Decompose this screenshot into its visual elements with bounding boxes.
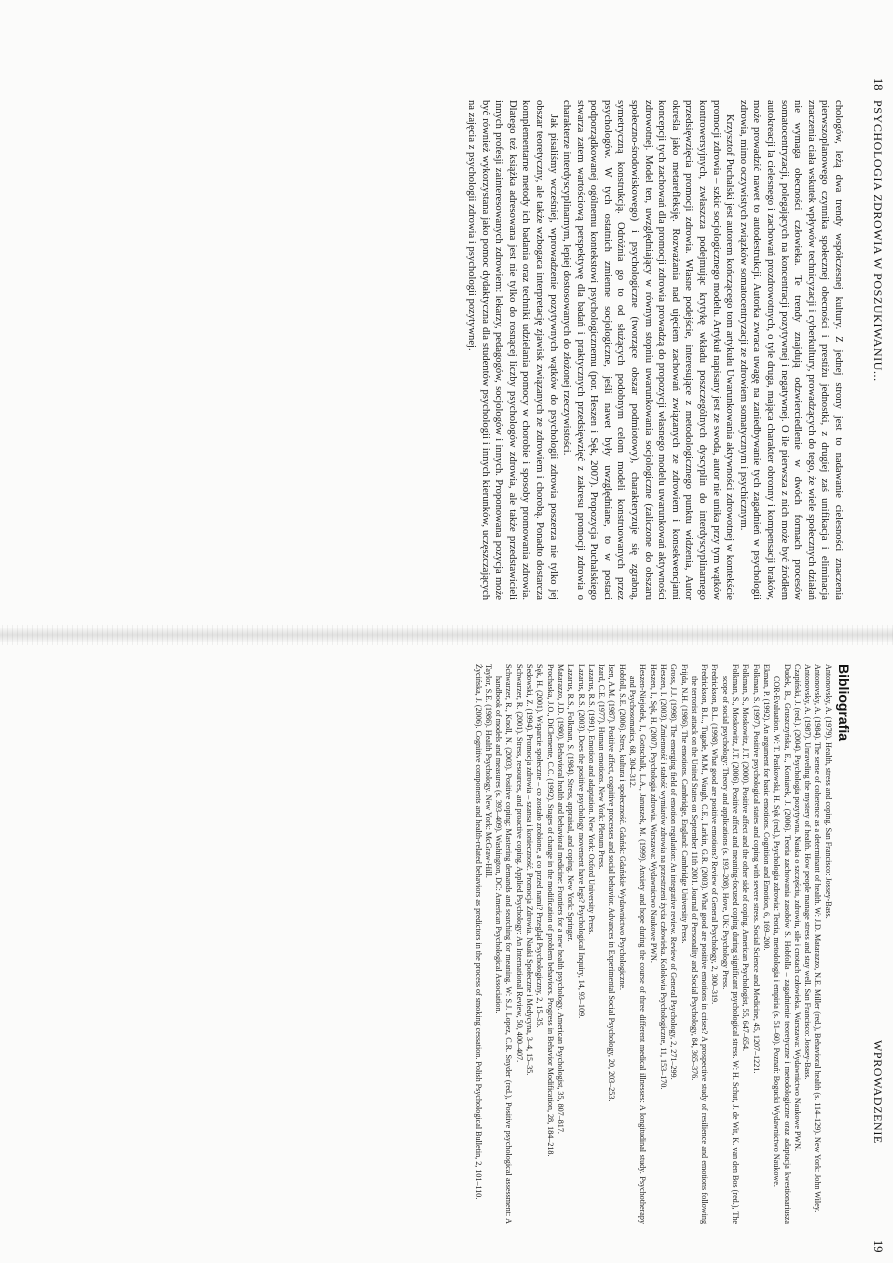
reference-entry: Heszen-Niejodek, I., Gottschalk, L.A., Januszek, M. (1999). Anxiety and hope during the course of three different medical illnesses: A longitudinal study. Psychotherapy and Psychosomatics, 68, 304–312.: [628, 664, 648, 1224]
reference-entry: Frijda, N.H. (1986). The emotions. Cambridge, England: Cambridge University Press.: [679, 664, 689, 944]
reference-entry: Czapiński, J. (red.). (2004). Psychologia pozytywna. Nauka o szczęściu, zdrowiu, sile i cnotach człowieka. Warszawa: Wydawnictwo Naukowe PWN.: [792, 664, 802, 1151]
reference-entry: Folkman, S., Moskowitz, J.T. (2006). Positive affect and meaning-focused coping during significant psychological stress. W: H. Schut, J. de Wit, K. van den Bos (red.), The scope of social psychology: Theory and applications (s. 193–208). Hove, UK: Psychology Press.: [720, 664, 741, 1224]
body-text: [464, 100, 845, 600]
reference-entry: Fredrickson, B.L. (1998). What good are positive emotions? Review of General Psychology, 2, 300–319.: [710, 664, 720, 1005]
reference-entry: Lazarus, R.S. (2003). Does the positive psychology movement have legs? Psychological Inquiry, 14, 93–109.: [576, 664, 586, 1019]
reference-entry: Ekman, P. (1992). An argument for basic emotions. Cognition and Emotion, 6, 169–200.: [761, 664, 771, 951]
reference-entry: Antonovsky, A. (1979). Health, stress and coping. San Francisco: Jossey-Bass.: [823, 664, 833, 919]
reference-entry: Sęk, H. (2001). Wsparcie społeczne – co zostało zrobione, a co przed nami? Przegląd Psychologiczny, 2, 15–35.: [535, 664, 545, 1028]
running-head-right: WPROWADZENIE: [871, 1040, 885, 1144]
reference-entry: Heszen, I., Sęk, H. (2007). Psychologia zdrowia. Warszawa: Wydawnictwo Naukowe PWN.: [648, 664, 658, 963]
reference-entry: Antonovsky, A. (1984). The sense of coherence as a determinant of health. W: J.D. Matarazzo, N.E. Miller (red.), Behavioral health (s. 114–129). New York: John Wiley.: [813, 664, 823, 1213]
section-title: Bibliografia: [836, 664, 852, 742]
reference-entry: Heszen, I. (2003). Zmienność i stałość wymiarów zdrowia na przestrzeni życia człowieka. Kolokwia Psychologiczne, 11, 153–170.: [658, 664, 668, 1090]
reference-entry: Izard, C.E. (1977). Human emotions. New York: Plenum Press.: [597, 664, 607, 870]
paragraph: chologów, leżą dwa trendy współczesnej kultury. Z jednej strony jest to nadawanie cielesności znaczenia pierwszoplanowego czynnika społecznej obecności i prestiżu jednostki, z drugiej zaś unifikacja i eliminacja znaczenia ciała wskutek wpływów technicyzacji i cyberkultury, prowadzących do tego, że wiele społecznych działań nie wymaga obecności człowieka. Te trendy znajdują odzwierciedlenie w dwóch formach procesów somatocentryzacji, polegających na koncentracji pozytywnej i negatywnej. O ile pierwsza z nich może być źródłem autokreacji la cielesnego i zachowań prozdrowotnych, o tyle druga, mająca charakter obronny i kompensacji braków, może prowadzić nawet to autodestrukcji. Autorka zwraca uwagę na zaniedbywanie tych zagadnień w psychologii zdrowia, mimo oczywistych związków somatocentryzacji ze zdrowiem somatycznym i psychicznym.: [737, 100, 844, 600]
reference-entry: Schwarzer, R. (2001). Stress, resources, and proactive coping. Applied Psychology: An International Review, 50, 400–407.: [514, 664, 524, 1063]
reference-entry: Hobfoll, S.E. (2006). Stres, kultura i społeczność. Gdańsk: Gdańskie Wydawnictwo Psychologiczne.: [617, 664, 627, 990]
reference-entry: Folkman, S. (1997). Positive psychological states and coping with severe stress. Social Science and Medicine, 45, 1207–1221.: [751, 664, 761, 1074]
reference-entry: Taylor, S.E. (1986). Health Psychology. New York: McGraw-Hill.: [483, 664, 493, 878]
page-number-left: 18: [871, 78, 885, 91]
reference-entry: Dudek, B., Gruszczyńska, E., Koniarek, J. (2006). Teoria zachowania zasobów S. Hobfolla – zagadnienie teoretyczne i metodologiczne oraz adaptacja kwestionariusza COR-Evaluation. W: T. Pasikowski, H. Sęk (red.), Psychologia zdrowia: Teoria, metodologia i empiria (s. 51–60). Poznań: Bogucki Wydawnictwo Naukowe.: [772, 664, 792, 1224]
page-number-right: 19: [871, 1240, 885, 1253]
reference-entry: Prochaska, J.O., DiClemente, C.C. (1992). Stages of change in the modification of problem behaviors. Progress in Behavior Modification, 28, 184–218.: [545, 664, 555, 1157]
reference-list: [472, 664, 832, 1224]
reference-entry: Fredrickson, B.L., Tugade, M.M., Waugh, C.E., Larkin, G.R. (2003). What good are positive emotions in crises? A prospective study of resilience and emotions following the terrorist attack on the United States on September 11th 2001. Journal of Personality and Social Psychology, 84, 365–376.: [689, 664, 710, 1224]
paragraph: Jak pisaliśmy wcześniej, wprowadzenie pozytywnych wątków do psychologii zdrowia poszerza nie tylko jej obszar teoretyczny, ale także wzbogaca interpretację zjawisk związanych ze zdrowiem i chorobą. Ponadto dostarcza komplementarne metody ich badania oraz techniki udzielania pomocy w chorobie i sposoby promowania zdrowia. Dlatego też książka adresowana jest nie tylko do rosnącej liczby psychologów zdrowia, ale także przedstawicieli innych profesji zainteresowanych zdrowiem: lekarzy, pedagogów, socjologów i innych. Proponowana pozycja może być również wykorzystana jako pomoc dydaktyczna dla studentów psychologii i innych kierunków, uczęszczających na zajęcia z psychologii zdrowia i psychologii pozytywnej.: [465, 100, 559, 600]
reference-entry: Antonovsky, A. (1987). Unraveling the mystery of health. How people manage stress and stay well. San Francisco: Jossey-Bass.: [803, 664, 813, 1080]
reference-entry: Gross, J.J. (1998). The emerging field of emotion regulation: An integrative review. Review of General Psychology, 2, 271–299.: [669, 664, 679, 1080]
reference-entry: Matarazzo, J.D. (1980). Behavioral health and behavioral medicine: Frontiers for a new health psychology. American Psychologist, 35, 807–817.: [555, 664, 565, 1134]
page-19: [0, 640, 893, 1263]
reference-entry: Lazarus, R.S., Folkman, S. (1984). Stress, appraisal, and coping. New York: Springer.: [566, 664, 576, 942]
running-head-left: PSYCHOLOGIA ZDROWIA W POSZUKIWANIU...: [871, 100, 885, 382]
reference-entry: Lazarus, R.S. (1991). Emotion and adaptation. New York: Oxford University Press.: [586, 664, 596, 935]
reference-entry: Schwarzer, R., Knoll, N. (2003). Positive coping: Mastering demands and searching for meaning. W: S.J. Lopez, C.R. Snyder (red.), Positive psychological assessment: A handbook of models and measures (s. 393–409). Washington, DC: American Psychological Association.: [494, 664, 514, 1224]
reference-entry: Życińska, J. (2006). Cognitive components and health-related behaviors as predictors in the process of smoking cessation. Polish Psychological Bulletin, 2, 101–110.: [473, 664, 483, 1200]
bibliography: [472, 664, 852, 1224]
reference-entry: Folkman, S., Moskowitz, J.T. (2000). Positive affect and the other side of coping. American Psychologist, 55, 647–654.: [741, 664, 751, 1052]
paragraph: Krzysztof Puchalski jest autorem kończącego tom artykułu Uwarunkowania aktywności zdrowotnej w kontekście promocji zdrowia – szkic socjologicznego modelu. Artykuł napisany jest ze swoda, autor nie unika przy tym wątków kontrowersyjnych, zwłaszcza podejmując krytykę wkładu poszczególnych dyscyplin do interdyscyplinarnego przedsięwzięcia promocji zdrowia. Własne podejście, interesujące z metodologicznego punktu widzenia, Autor określa jako metarefleksję. Rozważania nad ujęciem zachowań związanych ze zdrowiem i konsekwencjami koncepcji tych zachowań dla promocji zdrowia prowadzą do propozycji własnego modelu uwarunkowań aktywności zdrowotnej. Model ten, uwzględniający w równym stopniu uwarunkowania socjologiczne (zaliczone do obszaru społeczno-środowiskowego) i psychologiczne (tworzące obszar podmiotowy), charakteryzuje się zgrabną, symetryczną konstrukcją. Odróżnia go to od służących podobnym celom modeli konstruowanych przez psychologów. W tych ostatnich zmienne socjologiczne, jeśli nawet były uwzględniane, to w postaci podporządkowanej ogólnemu kontekstowi psychologicznemu (por. Heszen i Sęk, 2007). Propozycja Puchalskiego stwarza zatem wartościową perspektywę dla badań i praktycznych przedsięwzięć z zakresu promocji zdrowia o charakterze interdyscyplinarnym, lepiej dostosowanych do złożonej rzeczywistości.: [561, 100, 736, 600]
page-18: [0, 0, 893, 630]
reference-entry: Sedowski, Z. (1994). Promocja zdrowia – szansa i konieczność. Promocja Zdrowia. Nauki Społeczne i Medycyna, 3–4, 15–35.: [525, 664, 535, 1076]
reference-entry: Isen, A.M. (1987). Positive affect, cognitive processes and social behavior. Advances in Experimental Social Psychology, 20, 203–253.: [607, 664, 617, 1102]
